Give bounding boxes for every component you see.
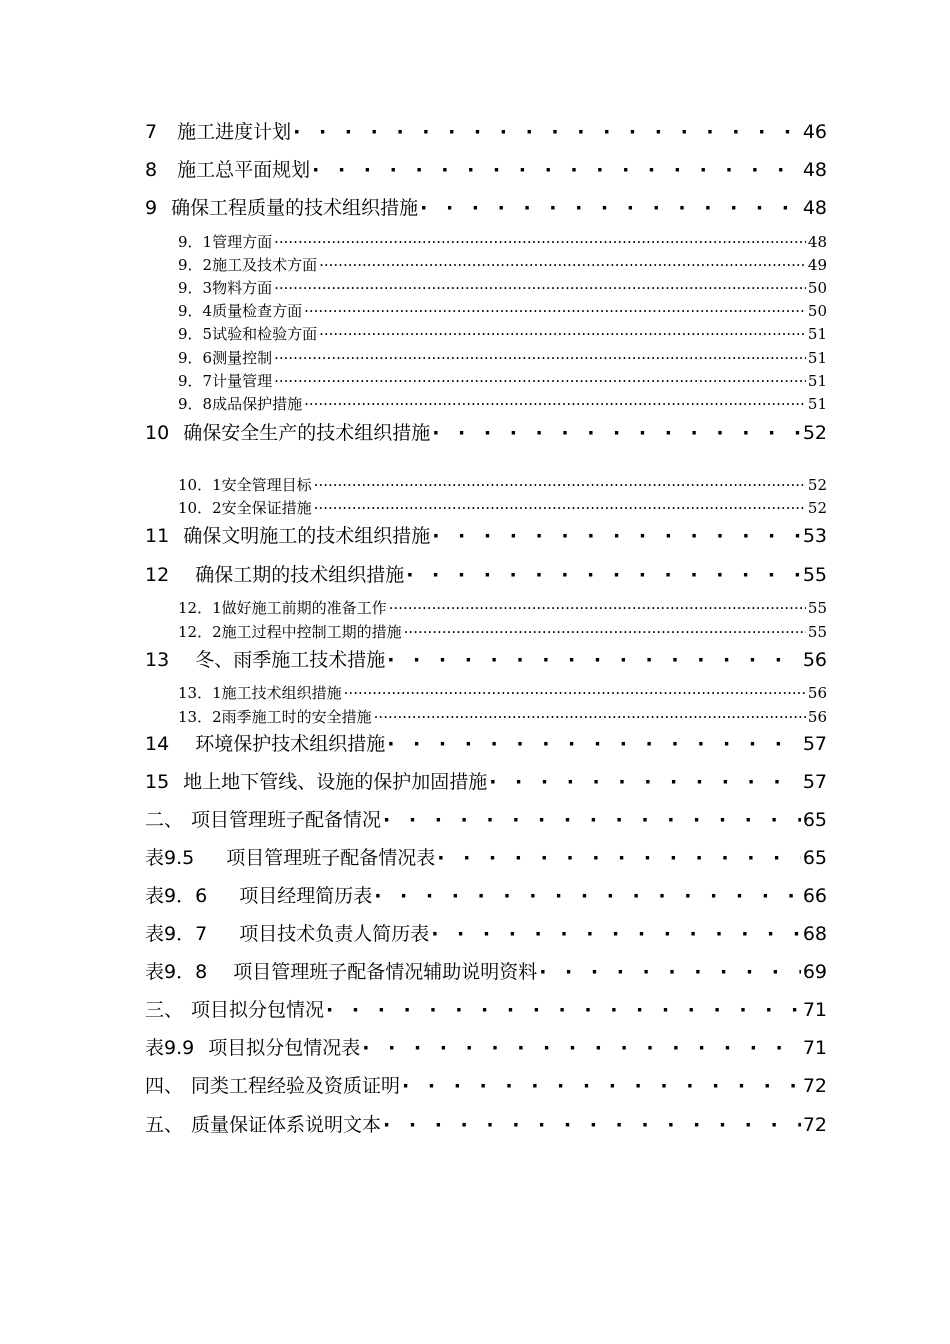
toc-page-number: 48 bbox=[802, 159, 827, 181]
toc-entry-title: 安全管理目标 bbox=[221, 476, 312, 494]
dot-leader bbox=[437, 847, 801, 869]
toc-entry-number: 14 bbox=[145, 733, 170, 755]
toc-page-number: 55 bbox=[807, 599, 827, 617]
toc-page-number: 52 bbox=[807, 476, 827, 494]
toc-page-number: 50 bbox=[807, 302, 827, 320]
toc-page-number: 56 bbox=[802, 649, 827, 671]
toc-entry[interactable] bbox=[145, 645, 827, 673]
dot-leader bbox=[402, 1075, 801, 1097]
dot-leader bbox=[420, 197, 801, 219]
toc-entry-number: 9 bbox=[145, 197, 158, 219]
toc-entry[interactable] bbox=[145, 1071, 827, 1099]
toc-entry[interactable] bbox=[145, 995, 827, 1023]
toc-entry-number: 表9.9 bbox=[145, 1037, 195, 1059]
toc-page-number: 65 bbox=[802, 847, 827, 869]
toc-page-number: 51 bbox=[807, 395, 827, 413]
toc-entry-title: 雨季施工时的安全措施 bbox=[221, 708, 372, 726]
toc-entry-number: 12．2 bbox=[178, 623, 222, 641]
toc-entry-title: 施工技术组织措施 bbox=[221, 684, 342, 702]
dot-leader bbox=[304, 302, 806, 320]
toc-entry-title: 安全保证措施 bbox=[221, 499, 312, 517]
toc-entry[interactable] bbox=[145, 155, 827, 183]
toc-page-number: 57 bbox=[802, 733, 827, 755]
toc-entry[interactable] bbox=[145, 1110, 827, 1138]
toc-entry[interactable] bbox=[145, 843, 827, 871]
toc-entry-number: 7 bbox=[145, 121, 158, 143]
toc-entry-title: 物料方面 bbox=[212, 279, 273, 297]
toc-entry-title: 试验和检验方面 bbox=[212, 325, 318, 343]
toc-page-number: 56 bbox=[807, 708, 827, 726]
toc-page-number: 52 bbox=[807, 499, 827, 517]
toc-page-number: 49 bbox=[807, 256, 827, 274]
toc-page-number: 48 bbox=[807, 233, 827, 251]
toc-page-number: 46 bbox=[802, 121, 827, 143]
toc-page-number: 66 bbox=[802, 885, 827, 907]
dot-leader bbox=[539, 961, 801, 983]
dot-leader bbox=[319, 325, 806, 343]
toc-entry-number: 9．1 bbox=[178, 233, 213, 251]
dot-leader bbox=[389, 599, 806, 617]
toc-entry-title: 项目管理班子配备情况辅助说明资料 bbox=[233, 961, 538, 983]
toc-entry-title: 确保工期的技术组织措施 bbox=[195, 564, 405, 586]
toc-entry-title: 项目拟分包情况 bbox=[191, 999, 325, 1021]
toc-page-number: 51 bbox=[807, 349, 827, 367]
toc-page-number: 55 bbox=[807, 623, 827, 641]
toc-entry-number: 三、 bbox=[145, 999, 184, 1021]
toc-entry-number: 四、 bbox=[145, 1075, 184, 1097]
toc-entry-number: 9．8 bbox=[178, 395, 213, 413]
dot-leader bbox=[374, 885, 801, 907]
dot-leader bbox=[312, 159, 801, 181]
dot-leader bbox=[314, 476, 806, 494]
toc-entry-title: 地上地下管线、设施的保护加固措施 bbox=[183, 771, 488, 793]
dot-leader bbox=[274, 349, 806, 367]
toc-entry-title: 计量管理 bbox=[212, 372, 273, 390]
toc-page-number: 71 bbox=[802, 999, 827, 1021]
dot-leader bbox=[431, 923, 801, 945]
toc-entry-title: 项目拟分包情况表 bbox=[208, 1037, 361, 1059]
dot-leader bbox=[304, 395, 806, 413]
toc-entry-title: 管理方面 bbox=[212, 233, 273, 251]
dot-leader bbox=[374, 708, 806, 726]
toc-entry-title: 成品保护措施 bbox=[212, 395, 303, 413]
toc-entry-title: 施工总平面规划 bbox=[177, 159, 311, 181]
toc-entry[interactable] bbox=[145, 729, 827, 757]
dot-leader bbox=[274, 279, 806, 297]
toc-page-number: 69 bbox=[802, 961, 827, 983]
toc-entry-number: 9．2 bbox=[178, 256, 213, 274]
toc-page-number: 56 bbox=[807, 684, 827, 702]
toc-entry-number: 9．5 bbox=[178, 325, 213, 343]
toc-entry-title: 确保工程质量的技术组织措施 bbox=[171, 197, 419, 219]
toc-entry-title: 做好施工前期的准备工作 bbox=[221, 599, 387, 617]
toc-entry-title: 确保安全生产的技术组织措施 bbox=[183, 422, 431, 444]
toc-subentry[interactable] bbox=[178, 231, 827, 253]
dot-leader bbox=[383, 809, 801, 831]
toc-entry-number: 10 bbox=[145, 422, 170, 444]
toc-entry-number: 表9.5 bbox=[145, 847, 195, 869]
toc-page-number: 52 bbox=[802, 422, 827, 444]
toc-entry-number: 五、 bbox=[145, 1114, 184, 1136]
dot-leader bbox=[387, 649, 801, 671]
toc-page-number: 50 bbox=[807, 279, 827, 297]
toc-entry-number: 9．4 bbox=[178, 302, 213, 320]
toc-subentry[interactable] bbox=[178, 621, 827, 643]
toc-entry-title: 施工过程中控制工期的措施 bbox=[221, 623, 402, 641]
dot-leader bbox=[344, 684, 806, 702]
toc-subentry[interactable] bbox=[178, 393, 827, 415]
toc-entry[interactable] bbox=[145, 193, 827, 221]
dot-leader bbox=[274, 372, 806, 390]
toc-page-number: 53 bbox=[802, 525, 827, 547]
toc-entry-title: 施工进度计划 bbox=[177, 121, 292, 143]
toc-entry-number: 13．2 bbox=[178, 708, 222, 726]
toc-subentry[interactable] bbox=[178, 300, 827, 322]
dot-leader bbox=[383, 1114, 801, 1136]
toc-entry[interactable] bbox=[145, 957, 827, 985]
toc-entry-number: 10．2 bbox=[178, 499, 222, 517]
toc-entry-title: 同类工程经验及资质证明 bbox=[191, 1075, 401, 1097]
toc-subentry[interactable] bbox=[178, 347, 827, 369]
toc-subentry[interactable] bbox=[178, 706, 827, 728]
toc-entry[interactable] bbox=[145, 117, 827, 145]
toc-entry-title: 项目管理班子配备情况 bbox=[191, 809, 382, 831]
toc-page-number: 51 bbox=[807, 325, 827, 343]
toc-entry[interactable] bbox=[145, 1033, 827, 1061]
toc-page-number: 71 bbox=[802, 1037, 827, 1059]
toc-page-number: 55 bbox=[802, 564, 827, 586]
toc-subentry[interactable] bbox=[178, 254, 827, 276]
toc-entry-number: 8 bbox=[145, 159, 158, 181]
toc-entry-number: 13．1 bbox=[178, 684, 222, 702]
toc-page-number: 72 bbox=[802, 1075, 827, 1097]
toc-entry-number: 15 bbox=[145, 771, 170, 793]
toc-entry-number: 表9．7 bbox=[145, 923, 208, 945]
toc-entry-number: 二、 bbox=[145, 809, 184, 831]
toc-entry[interactable] bbox=[145, 767, 827, 795]
toc-entry-title: 施工及技术方面 bbox=[212, 256, 318, 274]
toc-page-number: 65 bbox=[802, 809, 827, 831]
dot-leader bbox=[326, 999, 801, 1021]
dot-leader bbox=[274, 233, 806, 251]
toc-entry-title: 质量检查方面 bbox=[212, 302, 303, 320]
toc-subentry[interactable] bbox=[178, 497, 827, 519]
toc-subentry[interactable] bbox=[178, 277, 827, 299]
toc-entry-number: 9．7 bbox=[178, 372, 213, 390]
toc-subentry[interactable] bbox=[178, 682, 827, 704]
dot-leader bbox=[319, 256, 806, 274]
toc-entry[interactable] bbox=[145, 881, 827, 909]
toc-subentry[interactable] bbox=[178, 323, 827, 345]
toc-entry-number: 11 bbox=[145, 525, 170, 547]
toc-entry[interactable] bbox=[145, 521, 827, 549]
toc-page-number: 51 bbox=[807, 372, 827, 390]
toc-entry-number: 13 bbox=[145, 649, 170, 671]
toc-page-number: 57 bbox=[802, 771, 827, 793]
toc-page-number: 68 bbox=[802, 923, 827, 945]
toc-page-number: 72 bbox=[802, 1114, 827, 1136]
toc-entry[interactable] bbox=[145, 805, 827, 833]
toc-entry-title: 确保文明施工的技术组织措施 bbox=[183, 525, 431, 547]
dot-leader bbox=[404, 623, 806, 641]
dot-leader bbox=[293, 121, 801, 143]
toc-subentry[interactable] bbox=[178, 370, 827, 392]
toc-page-number: 48 bbox=[802, 197, 827, 219]
toc-entry-number: 12 bbox=[145, 564, 170, 586]
toc-entry-number: 9．3 bbox=[178, 279, 213, 297]
toc-entry-title: 测量控制 bbox=[212, 349, 273, 367]
dot-leader bbox=[432, 525, 801, 547]
toc-entry-title: 项目经理简历表 bbox=[239, 885, 373, 907]
dot-leader bbox=[362, 1037, 801, 1059]
toc-entry-title: 质量保证体系说明文本 bbox=[191, 1114, 382, 1136]
toc-entry-number: 12．1 bbox=[178, 599, 222, 617]
toc-subentry[interactable] bbox=[178, 474, 827, 496]
toc-entry-number: 9．6 bbox=[178, 349, 213, 367]
toc-entry[interactable] bbox=[145, 418, 827, 446]
toc-entry-number: 10．1 bbox=[178, 476, 222, 494]
toc-entry-title: 项目管理班子配备情况表 bbox=[226, 847, 436, 869]
toc-subentry[interactable] bbox=[178, 597, 827, 619]
toc-entry-title: 环境保护技术组织措施 bbox=[195, 733, 386, 755]
dot-leader bbox=[489, 771, 801, 793]
toc-entry-title: 项目技术负责人简历表 bbox=[239, 923, 430, 945]
dot-leader bbox=[387, 733, 801, 755]
toc-entry[interactable] bbox=[145, 560, 827, 588]
toc-entry-number: 表9．6 bbox=[145, 885, 208, 907]
toc-entry-number: 表9．8 bbox=[145, 961, 208, 983]
toc-entry[interactable] bbox=[145, 919, 827, 947]
dot-leader bbox=[314, 499, 806, 517]
toc-entry-title: 冬、雨季施工技术措施 bbox=[195, 649, 386, 671]
dot-leader bbox=[432, 422, 801, 444]
dot-leader bbox=[406, 564, 801, 586]
